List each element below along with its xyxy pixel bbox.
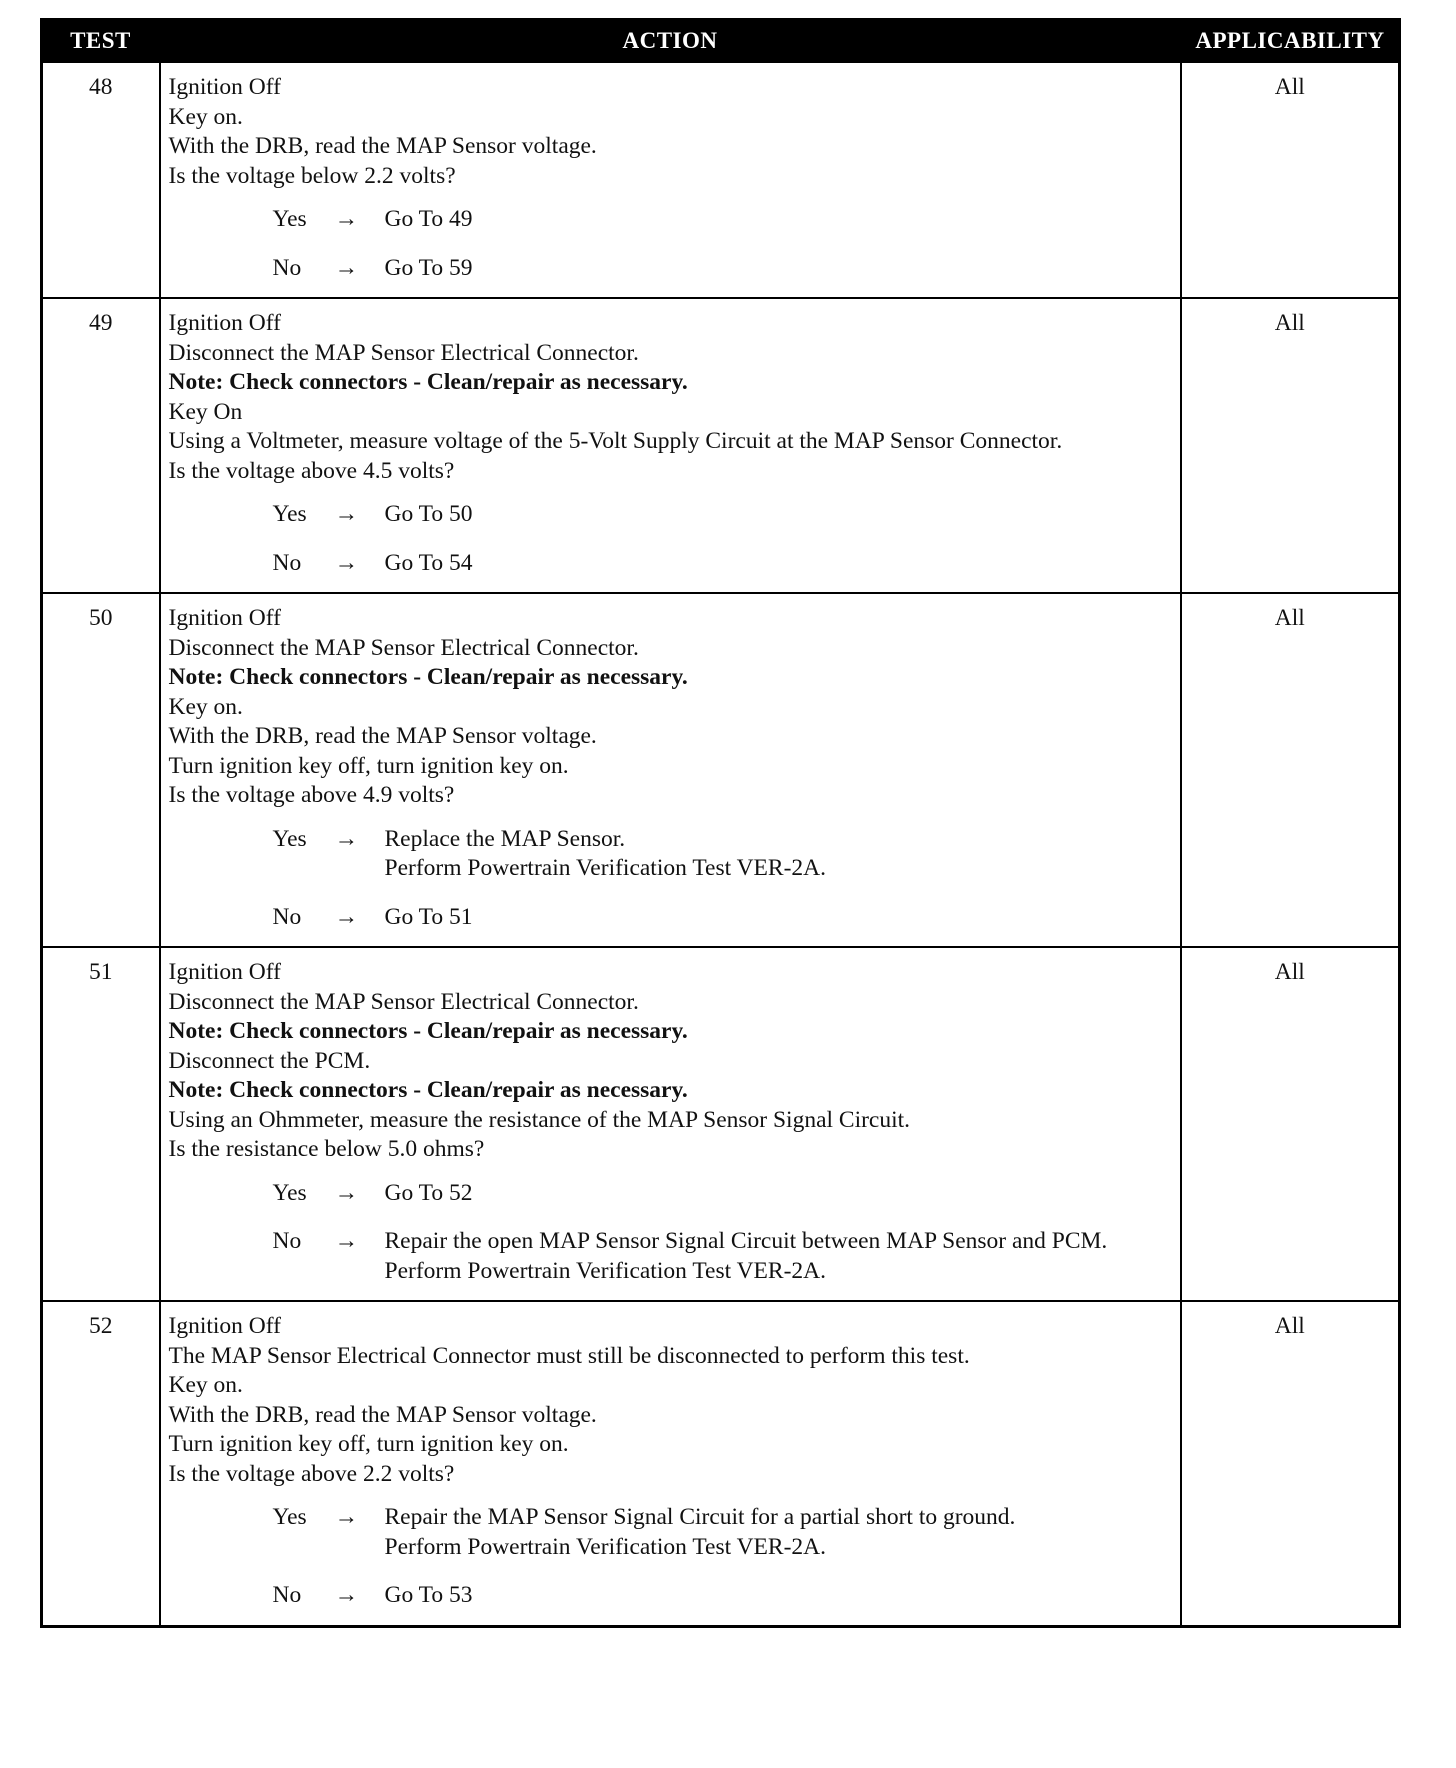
yes-outcome (169, 1179, 1172, 1209)
result-line: Go To 50 (384, 501, 473, 527)
note-step: Note: Check connectors - Clean/repair as necessary. (168, 369, 688, 395)
action-step: Disconnect the MAP Sensor Electrical Connector. (168, 988, 639, 1015)
no-result (385, 254, 1172, 284)
action-step: Key on. (168, 1372, 243, 1398)
table-row (42, 593, 1400, 947)
yes-outcome (169, 825, 1172, 884)
applicability: All (1181, 62, 1400, 298)
table-row (42, 947, 1400, 1301)
yes-outcome (169, 1503, 1172, 1562)
action-step: With the DRB, read the MAP Sensor voltage. (168, 133, 597, 159)
result-line: Go To 53 (384, 1582, 473, 1608)
arrow-icon: → (334, 903, 358, 930)
table-row (42, 1301, 1400, 1626)
action-step: Disconnect the MAP Sensor Electrical Connector. (168, 634, 639, 661)
header-test: TEST (42, 20, 160, 63)
outcomes (169, 1503, 1172, 1611)
test-number: 52 (42, 1301, 160, 1626)
arrow-icon: → (334, 501, 358, 527)
action-cell (160, 1301, 1181, 1626)
yes-outcome (169, 205, 1172, 235)
result-line: Go To 49 (384, 206, 473, 232)
result-line: Perform Powertrain Verification Test VER-2A. (384, 1533, 827, 1560)
no-label: No (272, 903, 302, 930)
test-number: 49 (42, 298, 160, 593)
action-step: Ignition Off (168, 959, 281, 985)
no-outcome (169, 254, 1172, 284)
action-step: Key on. (168, 103, 243, 130)
no-label: No (272, 549, 302, 576)
result-line: Go To 59 (384, 254, 473, 281)
result-line: Perform Powertrain Verification Test VER-2A. (384, 1257, 827, 1284)
no-result (385, 1581, 1172, 1611)
test-number: 51 (42, 947, 160, 1301)
yes-result (385, 1179, 1172, 1209)
action-step: Ignition Off (168, 74, 281, 100)
no-outcome (169, 1227, 1172, 1286)
applicability: All (1181, 947, 1400, 1301)
no-outcome (169, 549, 1172, 579)
action-step: Is the resistance below 5.0 ohms? (168, 1136, 485, 1162)
no-outcome (169, 903, 1172, 933)
action-step: Is the voltage above 4.9 volts? (168, 782, 455, 808)
yes-result (385, 1503, 1172, 1562)
outcomes (169, 1179, 1172, 1287)
arrow-icon: → (334, 254, 358, 281)
result-line: Go To 52 (384, 1179, 473, 1206)
test-table (40, 18, 1401, 1628)
applicability: All (1181, 298, 1400, 593)
yes-result (385, 205, 1172, 235)
action-step: Turn ignition key off, turn ignition key on. (168, 752, 569, 779)
action-step: Key on. (168, 693, 243, 720)
action-step: Ignition Off (168, 310, 281, 336)
test-number: 50 (42, 593, 160, 947)
note-step: Note: Check connectors - Clean/repair as necessary. (168, 1077, 688, 1103)
arrow-icon: → (334, 825, 358, 852)
no-result (385, 903, 1172, 933)
yes-label: Yes (272, 825, 307, 852)
arrow-icon: → (334, 1179, 358, 1206)
action-step: Disconnect the MAP Sensor Electrical Connector. (168, 339, 639, 366)
no-label: No (272, 1228, 302, 1254)
arrow-icon: → (334, 549, 358, 576)
outcomes (169, 205, 1172, 283)
action-step: Is the voltage below 2.2 volts? (168, 162, 456, 189)
action-step: Is the voltage above 2.2 volts? (168, 1460, 455, 1487)
yes-outcome (169, 500, 1172, 530)
header-applicability: APPLICABILITY (1181, 20, 1400, 63)
action-cell (160, 593, 1181, 947)
yes-label: Yes (272, 501, 307, 527)
applicability: All (1181, 1301, 1400, 1626)
note-step: Note: Check connectors - Clean/repair as necessary. (168, 664, 688, 690)
no-result (385, 1227, 1172, 1286)
yes-label: Yes (272, 1504, 307, 1530)
table-row (42, 62, 1400, 298)
action-step: Turn ignition key off, turn ignition key on. (168, 1431, 569, 1457)
action-step: Key On (168, 398, 243, 425)
applicability: All (1181, 593, 1400, 947)
action-step: Using an Ohmmeter, measure the resistance of the MAP Sensor Signal Circuit. (168, 1106, 911, 1133)
action-cell (160, 298, 1181, 593)
arrow-icon: → (334, 1582, 358, 1608)
no-outcome (169, 1581, 1172, 1611)
table-header-row (42, 20, 1400, 63)
no-label: No (272, 1582, 302, 1608)
result-line: Go To 54 (384, 549, 473, 576)
arrow-icon: → (334, 206, 358, 232)
yes-label: Yes (272, 1179, 307, 1206)
yes-label: Yes (272, 206, 307, 232)
action-step: With the DRB, read the MAP Sensor voltage. (168, 723, 597, 749)
action-step: The MAP Sensor Electrical Connector must still be disconnected to perform this test. (168, 1342, 970, 1369)
action-step: Ignition Off (168, 1313, 281, 1339)
outcomes (169, 825, 1172, 933)
no-label: No (272, 254, 302, 281)
arrow-icon: → (334, 1228, 358, 1254)
table-row (42, 298, 1400, 593)
result-line: Go To 51 (384, 903, 473, 930)
action-step: With the DRB, read the MAP Sensor voltage. (168, 1401, 597, 1428)
outcomes (169, 500, 1172, 578)
no-result (385, 549, 1172, 579)
yes-result (385, 500, 1172, 530)
action-step: Ignition Off (168, 605, 281, 631)
result-line: Repair the open MAP Sensor Signal Circuit between MAP Sensor and PCM. (384, 1228, 1108, 1254)
note-step: Note: Check connectors - Clean/repair as necessary. (168, 1018, 688, 1044)
header-action: ACTION (160, 20, 1181, 63)
diagnostic-test-table (40, 18, 1398, 1628)
action-step: Using a Voltmeter, measure voltage of the 5-Volt Supply Circuit at the MAP Sensor Connector. (168, 428, 1063, 454)
result-line: Replace the MAP Sensor. (384, 825, 626, 852)
action-step: Disconnect the PCM. (168, 1047, 371, 1074)
action-cell (160, 947, 1181, 1301)
arrow-icon: → (334, 1504, 358, 1530)
result-line: Perform Powertrain Verification Test VER-2A. (384, 855, 827, 881)
yes-result (385, 825, 1172, 884)
test-number: 48 (42, 62, 160, 298)
action-step: Is the voltage above 4.5 volts? (168, 457, 455, 484)
action-cell (160, 62, 1181, 298)
result-line: Repair the MAP Sensor Signal Circuit for a partial short to ground. (384, 1504, 1016, 1530)
